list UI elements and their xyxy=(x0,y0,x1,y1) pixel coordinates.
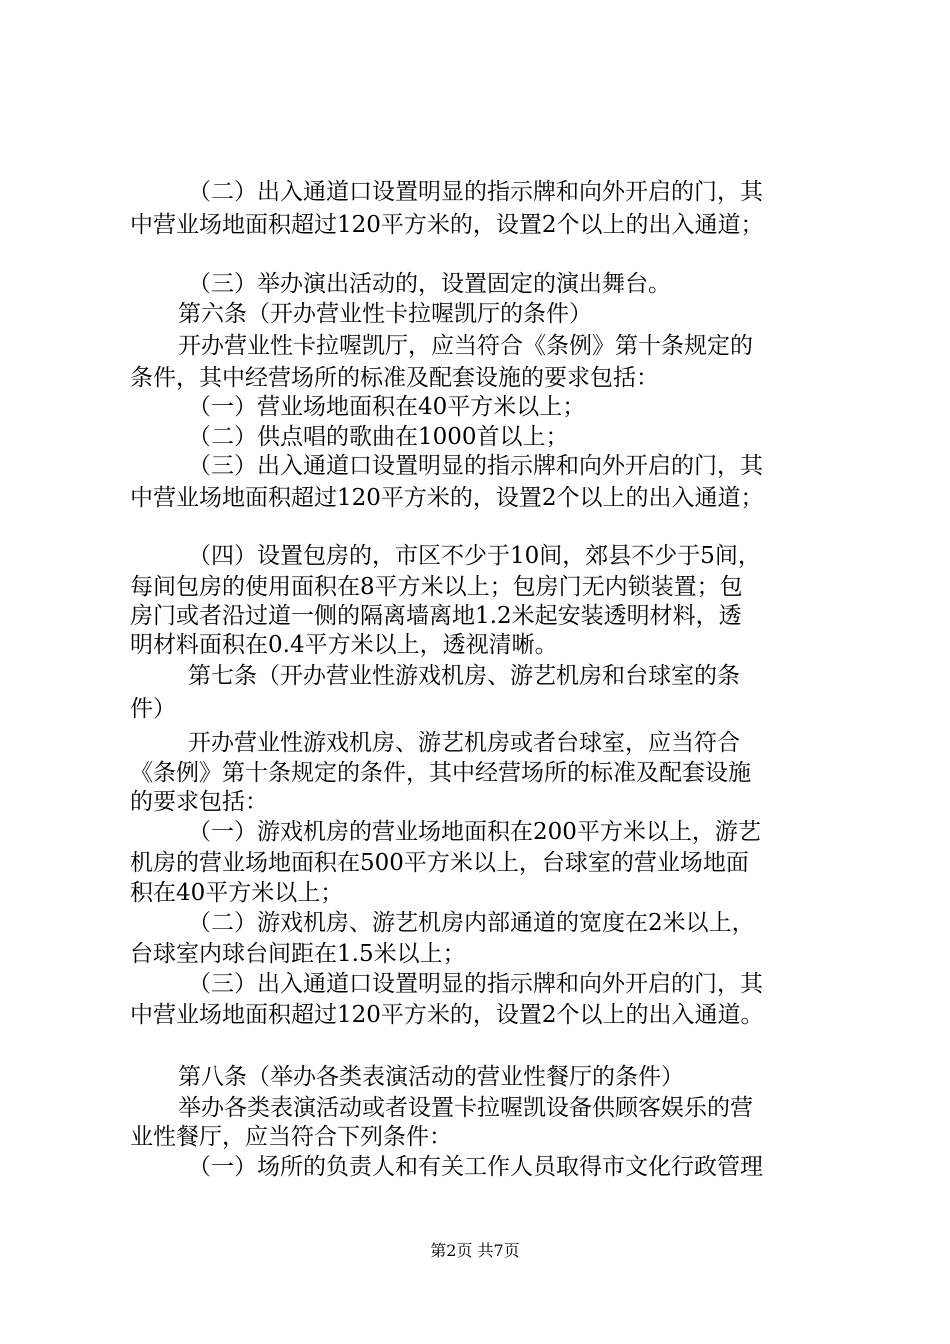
body-line: （二）游戏机房、游艺机房内部通道的宽度在2米以上， xyxy=(188,910,755,936)
body-line: （三）出入通道口设置明显的指示牌和向外开启的门，其 xyxy=(188,971,763,997)
body-line: 台球室内球台间距在1.5米以上； xyxy=(130,941,466,967)
body-line: 开办营业性游戏机房、游艺机房或者台球室，应当符合 xyxy=(188,730,740,756)
body-line: 《条例》第十条规定的条件，其中经营场所的标准及配套设施 xyxy=(130,760,751,786)
body-line: 机房的营业场地面积在500平方米以上，台球室的营业场地面 xyxy=(130,850,749,876)
body-line: （一）营业场地面积在40平方米以上； xyxy=(188,394,586,420)
body-line: 开办营业性卡拉喔凯厅，应当符合《条例》第十条规定的 xyxy=(178,333,753,359)
body-line: 的要求包括： xyxy=(130,789,268,815)
body-line: 业性餐厅，应当符合下列条件： xyxy=(130,1124,452,1150)
body-line: （二）供点唱的歌曲在1000首以上； xyxy=(188,424,569,450)
body-line: （三）出入通道口设置明显的指示牌和向外开启的门，其 xyxy=(188,453,763,479)
body-line: 举办各类表演活动或者设置卡拉喔凯设备供顾客娱乐的营 xyxy=(178,1095,753,1121)
body-line: 条件，其中经营场所的标准及配套设施的要求包括： xyxy=(130,365,659,391)
section-heading: 件） xyxy=(130,696,176,722)
section-heading: 第六条（开办营业性卡拉喔凯厅的条件） xyxy=(178,301,592,327)
body-line: （三）举办演出活动的，设置固定的演出舞台。 xyxy=(188,271,671,297)
body-line: （一）游戏机房的营业场地面积在200平方米以上，游艺 xyxy=(188,819,761,845)
body-line: 每间包房的使用面积在8平方米以上；包房门无内锁装置；包 xyxy=(130,574,743,600)
body-line: （四）设置包房的，市区不少于10间，郊县不少于5间， xyxy=(188,543,761,569)
body-line: （一）场所的负责人和有关工作人员取得市文化行政管理 xyxy=(188,1154,763,1180)
section-heading: 第七条（开办营业性游戏机房、游艺机房和台球室的条 xyxy=(188,663,740,689)
body-line: （二）出入通道口设置明显的指示牌和向外开启的门，其 xyxy=(188,179,763,205)
body-line: 中营业场地面积超过120平方米的，设置2个以上的出入通道； xyxy=(130,212,764,238)
body-line: 积在40平方米以上； xyxy=(130,880,344,906)
body-line: 中营业场地面积超过120平方米的，设置2个以上的出入通道。 xyxy=(130,1002,764,1028)
body-line: 明材料面积在0.4平方米以上，透视清晰。 xyxy=(130,632,558,658)
body-line: 中营业场地面积超过120平方米的，设置2个以上的出入通道； xyxy=(130,485,764,511)
body-line: 房门或者沿过道一侧的隔离墙离地1.2米起安装透明材料，透 xyxy=(130,603,742,629)
section-heading: 第八条（举办各类表演活动的营业性餐厅的条件） xyxy=(178,1064,684,1090)
page-number-footer: 第2页 共7页 xyxy=(430,1241,520,1260)
